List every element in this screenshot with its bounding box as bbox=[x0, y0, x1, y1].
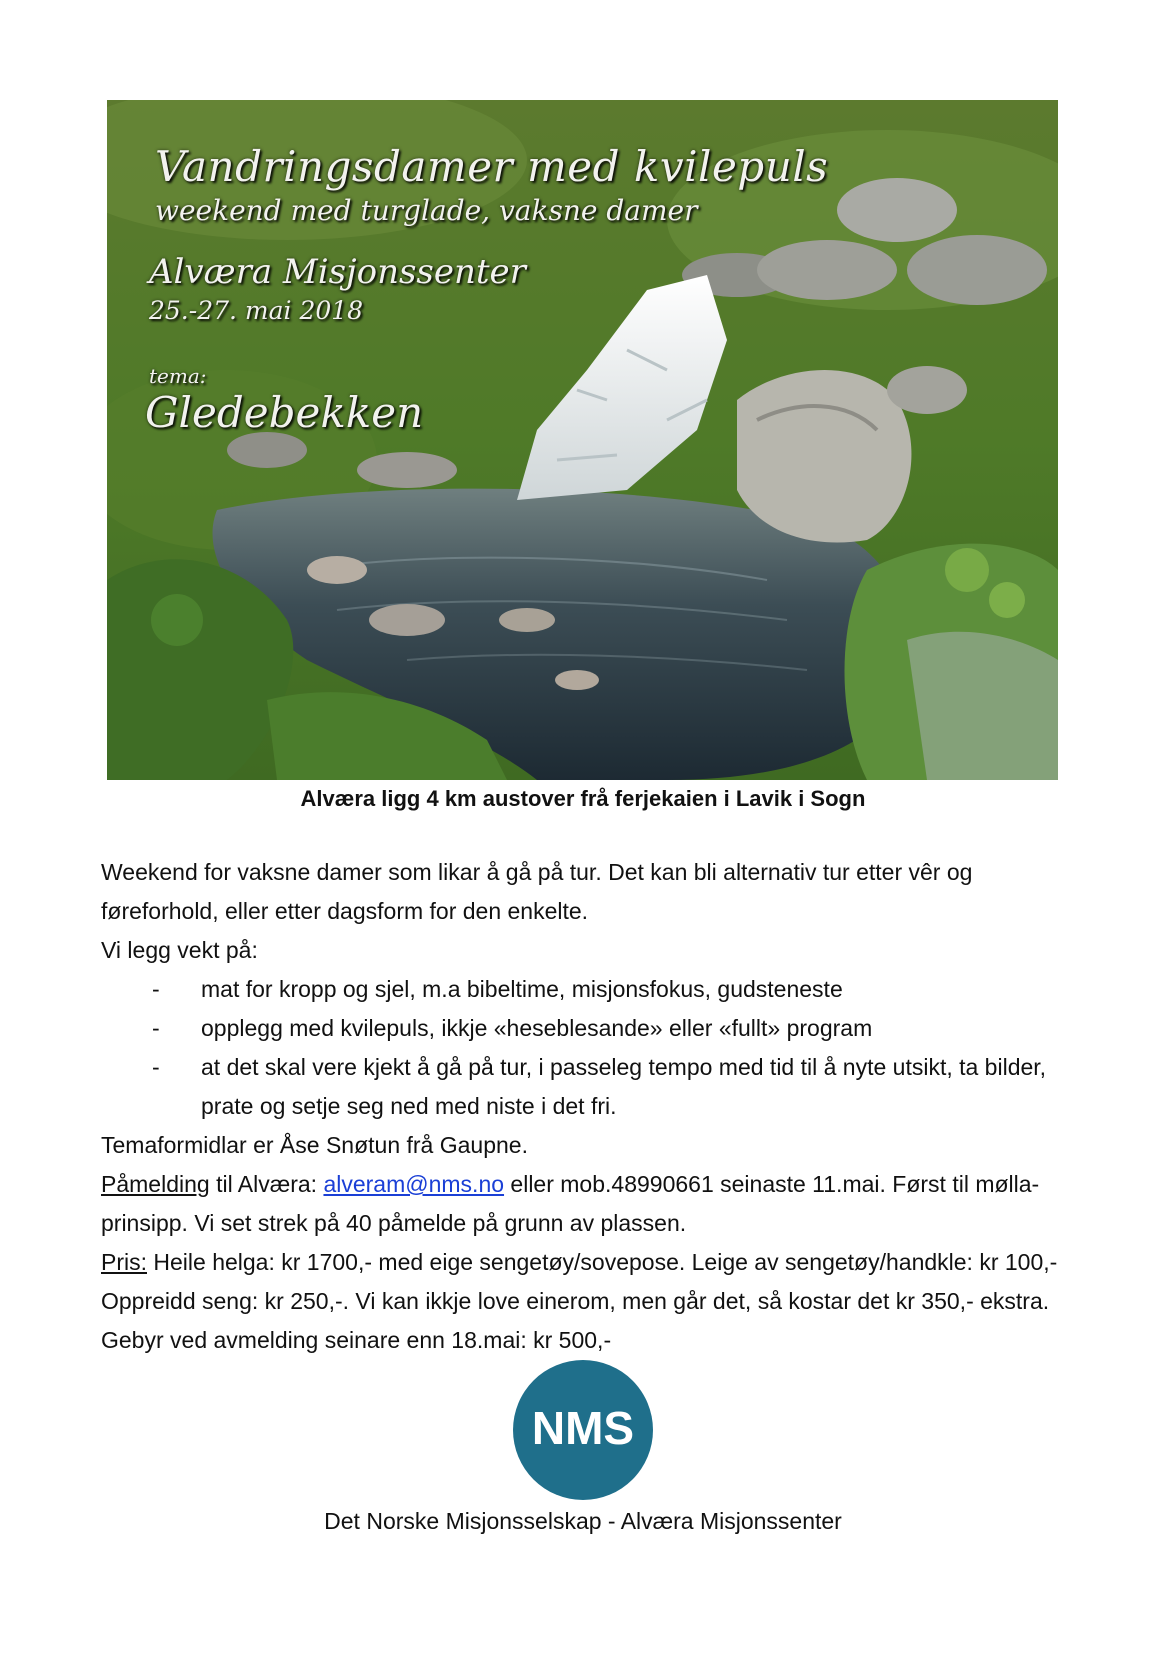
nms-logo-icon bbox=[511, 1358, 655, 1502]
poster-image bbox=[107, 100, 1058, 780]
speaker-line: Temaformidlar er Åse Snøtun frå Gaupne. bbox=[101, 1132, 528, 1158]
list-dash: - bbox=[152, 976, 160, 1002]
list-dash: - bbox=[152, 1015, 160, 1041]
poster-dates: 25.-27. mai 2018 bbox=[149, 296, 364, 325]
intro-paragraph: Weekend for vaksne damer som likar å gå på tur. Det kan bli alternativ tur etter vêr og føreforhold, eller etter dagsform for den enkelte. bbox=[101, 859, 973, 924]
price-label: Pris: bbox=[101, 1249, 147, 1275]
list-item-text: mat for kropp og sjel, m.a bibeltime, misjonsfokus, gudsteneste bbox=[201, 976, 843, 1002]
poster-subtitle: weekend med turglade, vaksne damer bbox=[155, 194, 698, 227]
signup-pre-link: til Alværa: bbox=[209, 1171, 324, 1197]
poster-theme-label: tema: bbox=[149, 364, 207, 388]
signup-label: Påmelding bbox=[101, 1171, 210, 1197]
emphasis-label: Vi legg vekt på: bbox=[101, 937, 258, 963]
poster-theme: Gledebekken bbox=[145, 388, 424, 437]
price-text: Heile helga: kr 1700,- med eige sengetøy/sovepose. Leige av sengetøy/handkle: kr 100,- Oppreidd seng: kr 250,-. Vi kan ikkje love einerom, men går det, så kostar det kr 350,- ekstra. Gebyr ved avmelding seinare enn 18.mai: kr 500,- bbox=[101, 1249, 1058, 1353]
poster-title: Vandringsdamer med kvilepuls bbox=[155, 142, 829, 191]
footer-text: Det Norske Misjonsselskap - Alværa Misjonssenter bbox=[324, 1508, 842, 1534]
poster-venue: Alværa Misjonssenter bbox=[149, 252, 526, 292]
logo-text: NMS bbox=[531, 1402, 635, 1454]
signup-paragraph bbox=[101, 1165, 1091, 1243]
list-item-text: at det skal vere kjekt å gå på tur, i passeleg tempo med tid til å nyte utsikt, ta bilder, prate og setje seg ned med niste i det fri. bbox=[201, 1054, 1047, 1119]
list-dash: - bbox=[152, 1054, 160, 1080]
email-link[interactable]: alveram@nms.no bbox=[323, 1171, 505, 1197]
price-paragraph bbox=[101, 1243, 1091, 1360]
signup-post-link: eller mob.48990661 seinaste 11.mai. Først til mølla-prinsipp. Vi set strek på 40 påmelde på grunn av plassen. bbox=[101, 1171, 1040, 1236]
nms-logo bbox=[511, 1358, 655, 1502]
list-item-text: opplegg med kvilepuls, ikkje «heseblesande» eller «fullt» program bbox=[201, 1015, 873, 1041]
image-caption: Alværa ligg 4 km austover frå ferjekaien i Lavik i Sogn bbox=[300, 786, 866, 811]
